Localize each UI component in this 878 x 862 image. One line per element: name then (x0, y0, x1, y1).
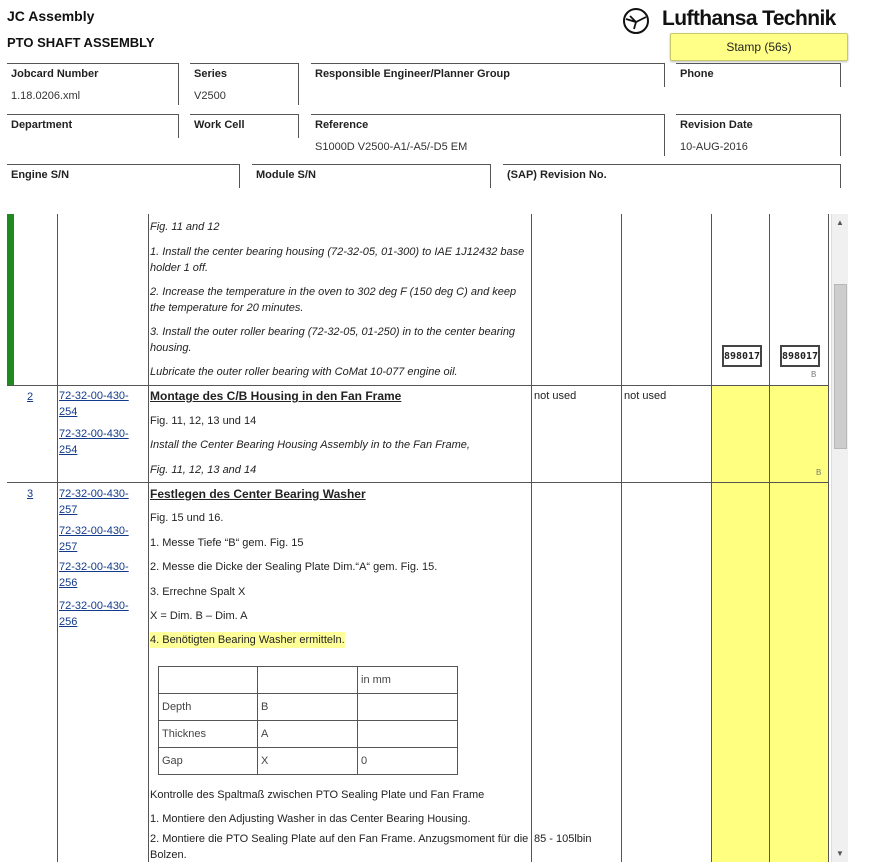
phone-label: Phone (680, 68, 714, 80)
crane-logo-icon (622, 7, 650, 35)
engine-sn-label: Engine S/N (11, 169, 70, 181)
table-cell: Depth (159, 694, 258, 721)
vertical-scrollbar[interactable] (831, 214, 848, 862)
step3-line: 3. Errechne Spalt X (150, 586, 246, 598)
revision-mark: B (816, 468, 822, 477)
stamp-badge[interactable]: 898017 (722, 345, 762, 367)
series-value: V2500 (194, 90, 226, 102)
app-title: JC Assembly (7, 8, 95, 24)
reference-field (311, 114, 665, 156)
engineer-field (311, 63, 665, 87)
department-field (7, 114, 179, 138)
step-title: Festlegen des Center Bearing Washer (150, 487, 366, 501)
module-sn-label: Module S/N (256, 169, 316, 181)
stamp-button[interactable]: Stamp (56s) (670, 33, 848, 61)
scroll-up-icon[interactable]: ▲ (836, 218, 844, 227)
jobcard-value: 1.18.0206.xml (11, 90, 81, 102)
step-number-link[interactable]: 2 (27, 391, 34, 403)
jobcard-label: Jobcard Number (11, 68, 99, 80)
table-row (159, 667, 458, 694)
table-cell[interactable] (358, 694, 458, 721)
scrollbar-thumb[interactable] (834, 284, 847, 449)
stamp-badge[interactable]: 898017 (780, 345, 820, 367)
step3-line: 1. Messe Tiefe “B“ gem. Fig. 15 (150, 537, 304, 549)
sap-revision-label: (SAP) Revision No. (507, 169, 607, 181)
table-cell: in mm (358, 667, 458, 694)
workcell-label: Work Cell (194, 119, 245, 131)
table-cell: Gap (159, 748, 258, 775)
highlighted-step-line: 4. Benötigten Bearing Washer ermitteln. (150, 634, 345, 646)
table-cell (159, 667, 258, 694)
jobcard-field (7, 63, 179, 105)
reference-value: S1000D V2500-A1/-A5/-D5 EM (315, 141, 468, 153)
reference-link[interactable]: 72-32-00-430-257 (59, 488, 129, 516)
page-title: PTO SHAFT ASSEMBLY (7, 35, 155, 50)
revdate-label: Revision Date (680, 119, 753, 131)
step2-line: Fig. 11, 12, 13 und 14 (150, 415, 257, 427)
table-cell: X (258, 748, 358, 775)
step-number-link[interactable]: 3 (27, 488, 34, 500)
series-field (190, 63, 299, 105)
step3-line: 2. Messe die Dicke der Sealing Plate Dim.“A“ gem. Fig. 15. (150, 561, 438, 573)
task-grid (7, 214, 829, 862)
table-cell[interactable] (358, 721, 458, 748)
torque-value: 85 - 105lbin (534, 833, 592, 845)
step1-line: Fig. 11 and 12 (150, 221, 220, 233)
step3-line: 2. Montiere die PTO Sealing Plate auf den Fan Frame. Anzugsmoment für die Bolzen. (150, 833, 529, 861)
engine-sn-field (7, 164, 240, 188)
reference-link[interactable]: 72-32-00-430-256 (59, 600, 129, 628)
phone-field (676, 63, 841, 87)
step-title: Montage des C/B Housing in den Fan Frame (150, 389, 402, 403)
sap-revision-field (503, 164, 841, 188)
step2-line: Install the Center Bearing Housing Assembly in to the Fan Frame, (150, 439, 470, 451)
step3-line: 1. Montiere den Adjusting Washer in das Center Bearing Housing. (150, 813, 471, 825)
reference-link[interactable]: 72-32-00-430-256 (59, 561, 129, 589)
step3-line: Fig. 15 und 16. (150, 512, 224, 524)
reference-label: Reference (315, 119, 369, 131)
step1-line: 1. Install the center bearing housing (72-32-05, 01-300) to IAE 1J12432 base holder 1 off. (150, 246, 525, 274)
table-row (159, 694, 458, 721)
workcell-field (190, 114, 299, 138)
department-label: Department (11, 119, 73, 131)
status-cell: not used (534, 390, 577, 402)
step3-line: Kontrolle des Spaltmaß zwischen PTO Sealing Plate und Fan Frame (150, 789, 485, 801)
revdate-value: 10-AUG-2016 (680, 141, 748, 153)
table-cell: Thicknes (159, 721, 258, 748)
step1-line: 3. Install the outer roller bearing (72-32-05, 01-250) in to the center bearing housing. (150, 326, 516, 354)
scroll-down-icon[interactable]: ▼ (836, 849, 844, 858)
revision-mark: B (811, 370, 817, 379)
module-sn-field (252, 164, 491, 188)
step2-line: Fig. 11, 12, 13 and 14 (150, 464, 257, 476)
reference-link[interactable]: 72-32-00-430-254 (59, 428, 129, 456)
table-cell: 0 (358, 748, 458, 775)
table-row (159, 721, 458, 748)
step3-line: X = Dim. B – Dim. A (150, 610, 248, 622)
stamp-area[interactable] (712, 385, 829, 862)
revdate-field (676, 114, 841, 156)
measurement-table (158, 666, 458, 775)
step1-line: Lubricate the outer roller bearing with CoMat 10-077 engine oil. (150, 366, 458, 378)
reference-link[interactable]: 72-32-00-430-254 (59, 390, 129, 418)
status-cell: not used (624, 390, 667, 402)
table-cell (258, 667, 358, 694)
table-row (159, 748, 458, 775)
table-cell: A (258, 721, 358, 748)
engineer-label: Responsible Engineer/Planner Group (315, 68, 510, 80)
lufthansa-logo (622, 6, 852, 36)
series-label: Series (194, 68, 228, 80)
table-cell: B (258, 694, 358, 721)
step1-line: 2. Increase the temperature in the oven to 302 deg F (150 deg C) and keep the temperature for 20 minutes. (150, 286, 517, 314)
reference-link[interactable]: 72-32-00-430-257 (59, 525, 129, 553)
active-step-indicator (7, 214, 14, 385)
logo-text: Lufthansa Technik (662, 7, 836, 30)
